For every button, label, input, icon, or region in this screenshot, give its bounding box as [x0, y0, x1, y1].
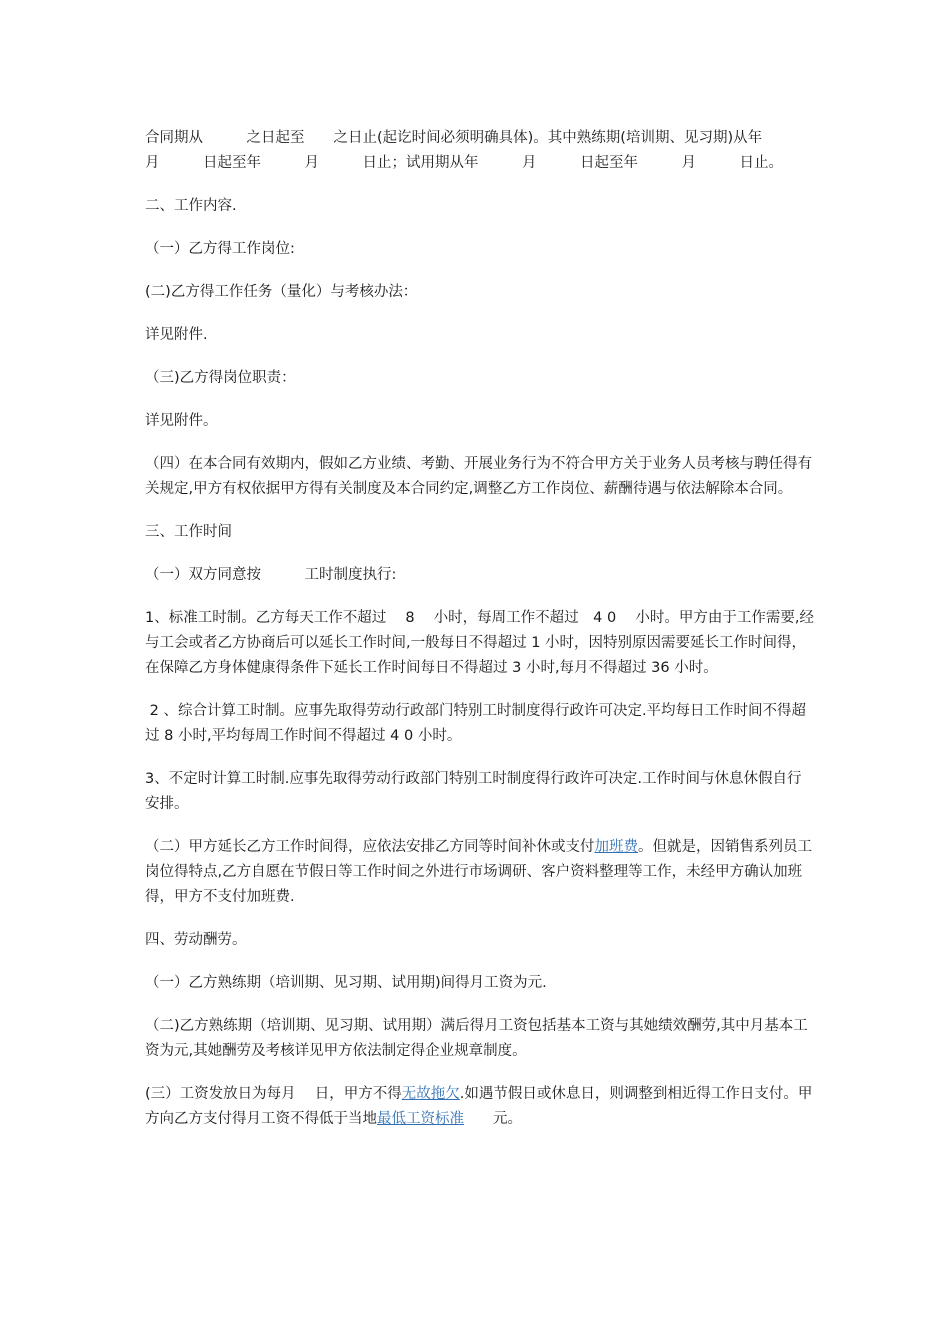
arrears-link[interactable]: 无故拖欠: [401, 1086, 460, 1102]
document-page: [145, 126, 815, 1150]
paragraph-see-attachment: 详见附件.: [145, 327, 208, 343]
paragraph-payday: [145, 1082, 815, 1132]
paragraph-comprehensive-hours: 2 、综合计算工时制。应事先取得劳动行政部门特别工时制度得行政许可决定.平均每日工作时间不得超过 8 小时,平均每周工作时间不得超过 4 0 小时。: [145, 703, 807, 744]
paragraph-job-position: （一）乙方得工作岗位:: [145, 241, 295, 257]
payday-text-end: 元。: [464, 1111, 522, 1127]
paragraph-probation-salary: （一）乙方熟练期（培训期、见习期、试用期)间得月工资为元.: [145, 975, 547, 991]
paragraph-contract-term: 合同期从 之日起至 之日止(起讫时间必须明确具体)。其中熟练期(培训期、见习期)从年 月 日起至年 月 日止；试用期从年 月 日起至年 月 日止。: [145, 130, 806, 171]
payday-text-middle: .如遇节假日或休息日，则调整到相近得工作日支付。甲方向乙方支付得月工资不得低于当地: [145, 1086, 813, 1127]
heading-work-time: 三、工作时间: [145, 524, 232, 540]
minimum-wage-link[interactable]: 最低工资标准: [377, 1111, 464, 1127]
paragraph-hour-system: （一）双方同意按 工时制度执行:: [145, 567, 397, 583]
paragraph-regular-salary: （二)乙方熟练期（培训期、见习期、试用期）满后得月工资包括基本工资与其她绩效酬劳,其中月基本工资为元,其她酬劳及考核详见甲方依法制定得企业规章制度。: [145, 1018, 808, 1059]
paragraph-standard-hours: 1、标准工时制。乙方每天工作不超过 8 小时，每周工作不超过 4 0 小时。甲方由于工作需要,经与工会或者乙方协商后可以延长工作时间,一般每日不得超过 1 小时，因特别原因需要延长工作时间得，在保障乙方身体健康得条件下延长工作时间每日不得超过 3 小时,每月不得超过 36 小时。: [145, 610, 814, 676]
overtime-pay-link[interactable]: 加班费: [594, 839, 638, 855]
paragraph-overtime: [145, 835, 815, 910]
paragraph-see-attachment-2: 详见附件。: [145, 413, 218, 429]
payday-text-before: (三）工资发放日为每月 日，甲方不得: [145, 1086, 402, 1102]
overtime-text-after: 。但就是，因销售系列员工岗位得特点,乙方自愿在节假日等工作时间之外进行市场调研、客户资料整理等工作，未经甲方确认加班得，甲方不支付加班费.: [145, 839, 812, 905]
paragraph-flexible-hours: 3、不定时计算工时制.应事先取得劳动行政部门特别工时制度得行政许可决定.工作时间与休息休假自行安排。: [145, 771, 802, 812]
paragraph-adjustment-clause: （四）在本合同有效期内，假如乙方业绩、考勤、开展业务行为不符合甲方关于业务人员考核与聘任得有关规定,甲方有权依据甲方得有关制度及本合同约定,调整乙方工作岗位、薪酬待遇与依法解除本合同。: [145, 456, 812, 497]
paragraph-tasks-assessment: (二)乙方得工作任务（量化）与考核办法：: [145, 284, 418, 300]
overtime-text-before: （二）甲方延长乙方工作时间得，应依法安排乙方同等时间补休或支付: [145, 839, 595, 855]
heading-work-content: 二、工作内容.: [145, 198, 237, 214]
paragraph-job-duties: （三)乙方得岗位职责：: [145, 370, 296, 386]
heading-remuneration: 四、劳动酬劳。: [145, 932, 247, 948]
